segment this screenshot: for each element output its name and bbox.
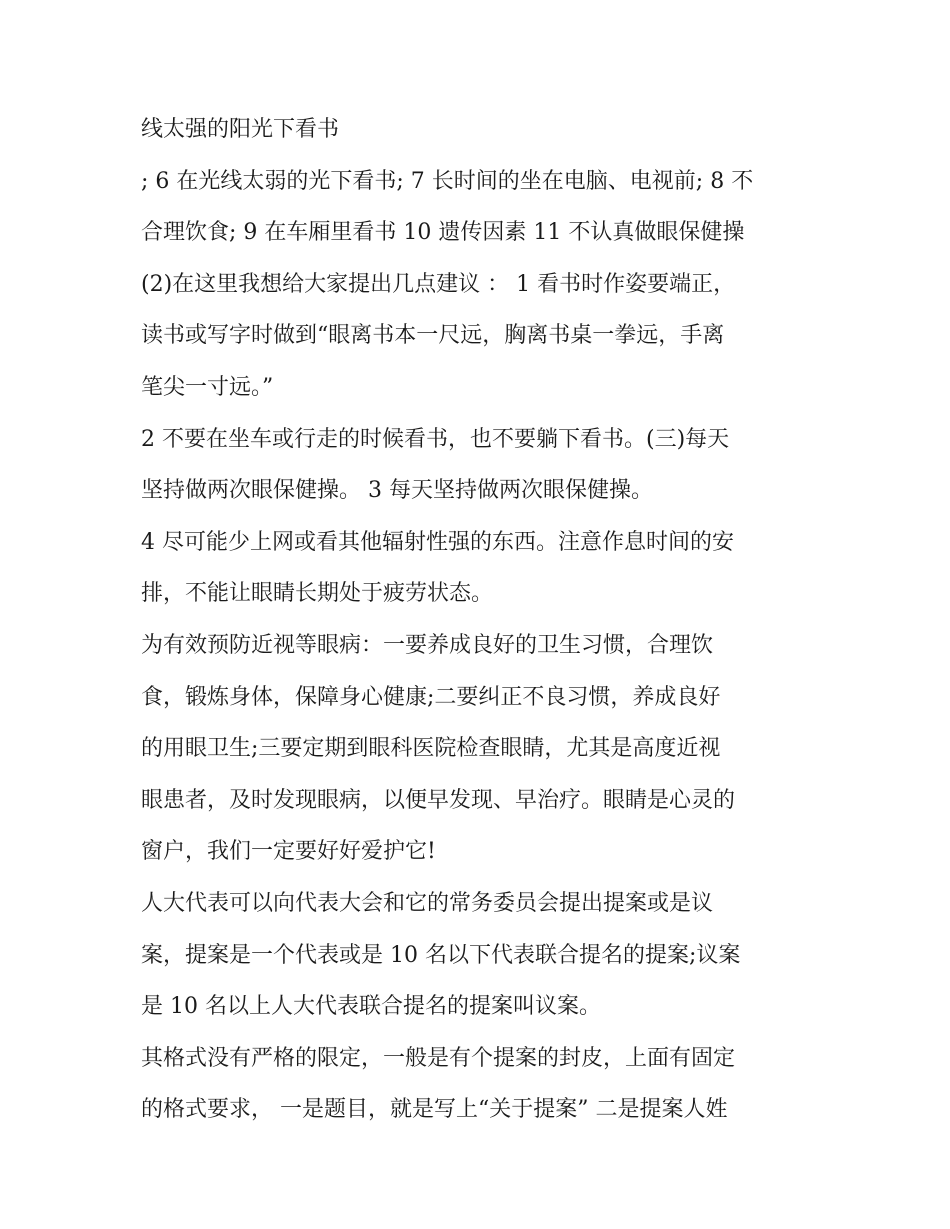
text-line: 人大代表可以向代表大会和它的常务委员会提出提案或是议 (141, 890, 714, 916)
document-body (141, 104, 821, 1136)
text-line: 为有效预防近视等眼病：一要养成良好的卫生习惯，合理饮 (141, 632, 714, 658)
text-line: 坚持做两次眼保健操。 3 每天坚持做两次眼保健操。 (141, 478, 653, 504)
text-line: 线太强的阳光下看书 (141, 117, 340, 142)
text-line: 4 尽可能少上网或看其他辐射性强的东西。注意作息时间的安 (141, 529, 734, 555)
text-line: 的格式要求， 一是题目，就是写上“关于提案” 二是提案人姓 (141, 1097, 728, 1123)
text-line: 读书或写字时做到“眼离书本一尺远，胸离书桌一拳远，手离 (141, 323, 725, 349)
text-line: 眼患者，及时发现眼病，以便早发现、早治疗。眼睛是心灵的 (141, 787, 736, 813)
text-line: (2)在这里我想给大家提出几点建议 ： 1 看书时作姿要端正， (141, 271, 736, 297)
text-line: 2 不要在坐车或行走的时候看书，也不要躺下看书。(三)每天 (141, 426, 730, 452)
text-line: 其格式没有严格的限定，一般是有个提案的封皮，上面有固定 (141, 1045, 736, 1071)
text-line: 合理饮食; 9 在车厢里看书 10 遗传因素 11 不认真做眼保健操 (141, 220, 745, 246)
text-line: 笔尖一寸远。” (141, 374, 274, 400)
text-line: 的用眼卫生;三要定期到眼科医院检查眼睛，尤其是高度近视 (141, 736, 721, 762)
text-line: 排，不能让眼睛长期处于疲劳状态。 (141, 581, 494, 607)
text-line: 案，提案是一个代表或是 10 名以下代表联合提名的提案;议案 (141, 942, 741, 968)
text-line: 窗户，我们一定要好好爱护它! (141, 839, 436, 865)
text-line: 食，锻炼身体，保障身心健康;二要纠正不良习惯，养成良好 (141, 684, 721, 710)
text-line: 是 10 名以上人大代表联合提名的提案叫议案。 (141, 994, 601, 1020)
text-line: ; 6 在光线太弱的光下看书; 7 长时间的坐在电脑、电视前; 8 不 (141, 168, 754, 194)
